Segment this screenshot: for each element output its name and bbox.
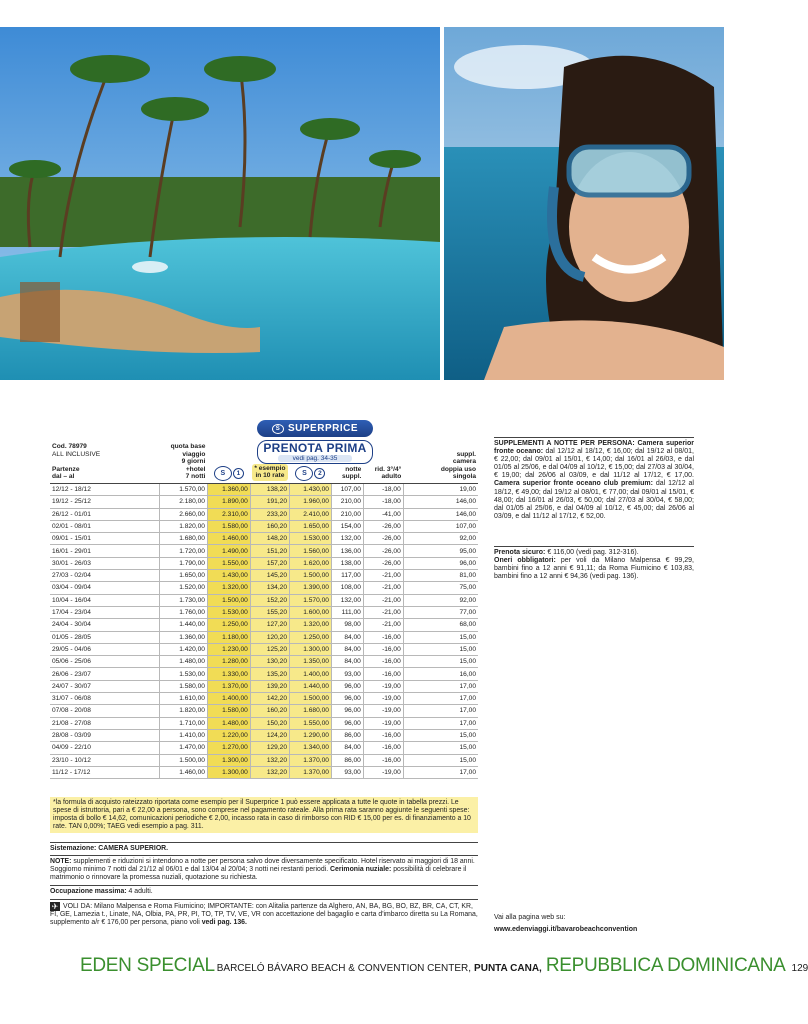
board-type: ALL INCLUSIVE [52,450,101,458]
table-cell: -16,00 [363,668,403,680]
table-cell: 1.650,00 [290,520,332,532]
table-cell: 1.180,00 [207,631,250,643]
table-cell: 81,00 [403,570,478,582]
table-cell: 26/06 - 23/07 [50,668,160,680]
table-cell: 1.530,00 [207,606,250,618]
table-cell: 1.440,00 [160,619,208,631]
table-cell: 1.370,00 [290,754,332,766]
table-cell: 125,20 [250,643,289,655]
oneri-text: per voli da Milano Malpensa € 99,29, bambini fino a 12 anni € 91,11; da Roma Fiumicino € 103,83, bambini fino a 12 anni € 94,36 (vedi pag. 136). [494,557,694,581]
occupancy-block [50,885,478,896]
table-cell: -41,00 [363,508,403,520]
table-row [50,582,478,594]
table-cell: 02/01 - 08/01 [50,520,160,532]
header-departures [50,443,160,483]
sistemazione-value: CAMERA SUPERIOR. [98,845,169,852]
table-cell: 1.480,00 [160,656,208,668]
notes-text: supplementi e riduzioni si intendono a notte per persona salvo dove diversamente specificato. Hotel riservato ai maggiori di 18 anni. Soggiorno minimo 7 notti dal 21/12 al 06/01 e dal 13/04 al 20/04; 3 notti nei restanti periodi. [50,858,475,873]
table-cell: 24/07 - 30/07 [50,680,160,692]
notes-label: NOTE: [50,858,72,865]
table-cell: 145,20 [250,570,289,582]
table-cell: 27/03 - 02/04 [50,570,160,582]
table-cell: -16,00 [363,631,403,643]
footer-country: REPUBBLICA DOMINICANA [545,955,786,976]
table-cell: 11/12 - 17/12 [50,766,160,778]
table-cell: 26/12 - 01/01 [50,508,160,520]
table-cell: 1.500,00 [160,754,208,766]
table-cell: -26,00 [363,520,403,532]
table-row [50,680,478,692]
prenota-prima-subtitle: vedi pag. 34-35 [278,455,352,462]
price-table-body [50,483,478,778]
table-cell: 1.400,00 [290,668,332,680]
table-row [50,594,478,606]
table-cell: 1.430,00 [290,483,332,495]
table-cell: 1.530,00 [160,668,208,680]
table-cell: 1.420,00 [160,643,208,655]
oneri-label: Oneri obbligatori: [494,557,556,565]
header-superprice-2 [290,443,332,483]
price-table-header [50,443,478,483]
table-cell: 1.250,00 [290,631,332,643]
table-cell: 1.280,00 [207,656,250,668]
table-cell: 108,00 [331,582,363,594]
prenota-sicuro-label: Prenota sicuro: [494,549,546,556]
sistemazione-block [50,842,478,853]
table-cell: 1.290,00 [290,729,332,741]
table-cell: 1.820,00 [160,705,208,717]
flights-page-ref: vedi pag. 136. [201,919,247,926]
snorkel-woman-photo [444,27,724,380]
table-cell: 160,20 [250,705,289,717]
giorni-label: 9 giorni [181,458,206,466]
table-cell: 138,20 [250,483,289,495]
table-cell: 1.370,00 [290,766,332,778]
table-cell: 160,20 [250,520,289,532]
table-cell: 1.960,00 [290,496,332,508]
table-cell: 1.890,00 [207,496,250,508]
table-cell: 1.430,00 [207,570,250,582]
table-cell: 92,00 [403,594,478,606]
table-cell: 1.300,00 [207,766,250,778]
table-cell: -26,00 [363,557,403,569]
table-cell: 1.230,00 [207,643,250,655]
price-table [50,443,478,779]
table-cell: 1.320,00 [290,619,332,631]
header-night-supplement [331,443,363,483]
suppl-single-label-2: camera [452,458,476,466]
table-cell: 92,00 [403,533,478,545]
footer-city: PUNTA CANA, [474,963,542,974]
table-cell: 2.410,00 [290,508,332,520]
table-cell: 1.820,00 [160,520,208,532]
table-cell: 1.340,00 [290,742,332,754]
table-cell: 1.300,00 [290,643,332,655]
table-cell: 17,00 [403,717,478,729]
table-cell: -21,00 [363,619,403,631]
table-cell: 29/05 - 04/06 [50,643,160,655]
table-cell: 142,20 [250,693,289,705]
table-row [50,668,478,680]
adulto-label: adulto [381,473,402,481]
page-number: 129 [791,963,808,974]
table-cell: 21/08 - 27/08 [50,717,160,729]
table-cell: 01/05 - 28/05 [50,631,160,643]
table-row [50,717,478,729]
table-cell: 1.530,00 [290,533,332,545]
footer-brand: EDEN SPECIAL [80,955,215,976]
table-cell: 150,20 [250,717,289,729]
table-cell: -19,00 [363,717,403,729]
table-cell: 127,20 [250,619,289,631]
table-row [50,693,478,705]
table-cell: 132,20 [250,754,289,766]
table-cell: 98,00 [331,619,363,631]
table-cell: 233,20 [250,508,289,520]
table-cell: 1.610,00 [160,693,208,705]
table-cell: 03/04 - 09/04 [50,582,160,594]
table-cell: 17,00 [403,680,478,692]
table-cell: 1.500,00 [290,570,332,582]
notti-label: 7 notti [185,473,206,481]
table-cell: 157,20 [250,557,289,569]
table-cell: 86,00 [331,754,363,766]
superprice-2-number: 2 [314,468,325,479]
table-cell: -18,00 [363,496,403,508]
table-cell: 124,20 [250,729,289,741]
table-cell: 17,00 [403,693,478,705]
table-cell: 120,20 [250,631,289,643]
table-row [50,643,478,655]
table-cell: 1.320,00 [207,582,250,594]
table-cell: -26,00 [363,545,403,557]
quota-base-label: quota base [170,443,206,450]
installment-note: *la formula di acquisto rateizzato riportata come esempio per il Superprice 1 può essere applicata a tutte le quote in tabella prezzi. Le spese di istruttoria, pari a € 22,00 a persona, sono comprese nel pagamento rateale. Alla prima rata saranno aggiunte le seguenti spese: imposta di bollo € 14,62, comunicazioni periodiche € 2,00, incasso rata in caso di rimborso con RID € 15,00 per es. di finanziamento a 10 rate. TAN 0,00%; TAEG vedi esempio a pag. 311. [50,797,478,833]
table-row [50,705,478,717]
table-cell: 1.460,00 [207,533,250,545]
table-cell: 09/01 - 15/01 [50,533,160,545]
table-cell: 19/12 - 25/12 [50,496,160,508]
table-cell: 93,00 [331,766,363,778]
header-superprice-1 [207,443,250,483]
table-cell: 68,00 [403,619,478,631]
table-cell: 1.580,00 [207,705,250,717]
table-cell: 75,00 [403,582,478,594]
departures-label: Partenze [52,465,80,473]
table-cell: 16/01 - 29/01 [50,545,160,557]
table-cell: 1.680,00 [290,705,332,717]
superprice-icon: S [295,466,313,481]
web-link-block [494,912,694,936]
table-cell: -21,00 [363,594,403,606]
occupancy-label: Occupazione massima: [50,888,127,895]
table-cell: -19,00 [363,705,403,717]
table-row [50,754,478,766]
table-cell: 2.180,00 [160,496,208,508]
table-cell: -21,00 [363,606,403,618]
table-cell: 30/01 - 26/03 [50,557,160,569]
table-cell: 191,20 [250,496,289,508]
table-cell: -21,00 [363,582,403,594]
table-row [50,766,478,778]
table-cell: 210,00 [331,508,363,520]
table-cell: 1.580,00 [160,680,208,692]
table-cell: 152,20 [250,594,289,606]
table-row [50,729,478,741]
prenota-prima-title: PRENOTA PRIMA [263,441,367,455]
plane-icon: ✈ [51,902,59,911]
web-url[interactable]: www.edenviaggi.it/bavarobeachconvention [494,926,638,933]
rid-label: rid. 3°/4° [374,465,402,473]
table-cell: 15,00 [403,754,478,766]
table-cell: 154,00 [331,520,363,532]
table-cell: 16,00 [403,668,478,680]
table-cell: 2.310,00 [207,508,250,520]
table-cell: 05/06 - 25/06 [50,656,160,668]
notes-block [50,855,478,882]
table-cell: 138,00 [331,557,363,569]
table-row [50,483,478,495]
prenota-sicuro-text: € 116,00 (vedi pag. 312-316). [547,549,639,556]
table-cell: -19,00 [363,680,403,692]
table-cell: 132,00 [331,533,363,545]
suppl-label: suppl. [341,473,362,481]
table-cell: 1.500,00 [290,693,332,705]
header-base-price [160,443,208,483]
table-cell: 10/04 - 16/04 [50,594,160,606]
suppl-single-label-4: singola [452,473,476,481]
table-cell: 17,00 [403,705,478,717]
table-cell: 1.250,00 [207,619,250,631]
table-cell: 1.760,00 [160,606,208,618]
date-range-label: dal – al [52,473,75,481]
table-cell: 134,20 [250,582,289,594]
table-cell: 146,00 [403,508,478,520]
table-cell: 136,00 [331,545,363,557]
superprice-logo-icon: S [272,424,284,434]
table-cell: 151,20 [250,545,289,557]
table-cell: 1.710,00 [160,717,208,729]
table-row [50,508,478,520]
table-cell: 93,00 [331,668,363,680]
table-cell: 1.790,00 [160,557,208,569]
table-row [50,496,478,508]
table-cell: 1.360,00 [160,631,208,643]
flights-text: VOLI DA: Milano Malpensa e Roma Fiumicino; IMPORTANTE: con Alitalia partenze da Alghero, AN, BA, BG, BO, BZ, BR, CA, CT, KR, FI, GE, Lamezia t., Linate, NA, Olbia, PA, PR, PI, TO, TP, TV, VE, VR con accettazione del bagaglio e carta d'imbarco diretta su La Romana, supplemento a/r € 176,00 per persona, piano voli [50,903,478,926]
table-cell: 1.410,00 [160,729,208,741]
table-cell: 1.720,00 [160,545,208,557]
table-cell: 135,20 [250,668,289,680]
table-row [50,619,478,631]
table-row [50,631,478,643]
web-label: Vai alla pagina web su: [494,914,566,921]
superprice-label: SUPERPRICE [287,423,358,434]
table-cell: 1.440,00 [290,680,332,692]
superprice-1-number: 1 [233,468,244,479]
table-cell: -16,00 [363,643,403,655]
table-cell: 1.600,00 [290,606,332,618]
table-cell: 210,00 [331,496,363,508]
table-cell: 15,00 [403,656,478,668]
table-cell: 15,00 [403,729,478,741]
suppl-single-label-3: doppia uso [440,465,476,473]
superprice-icon: S [214,466,232,481]
table-cell: 15,00 [403,643,478,655]
table-cell: 1.680,00 [160,533,208,545]
table-cell: 17/04 - 23/04 [50,606,160,618]
table-cell: 1.300,00 [207,754,250,766]
occupancy-value: 4 adulti. [128,888,153,895]
table-cell: 96,00 [331,680,363,692]
table-cell: 19,00 [403,483,478,495]
table-cell: 95,00 [403,545,478,557]
table-cell: -21,00 [363,570,403,582]
table-cell: 129,20 [250,742,289,754]
table-cell: -16,00 [363,656,403,668]
superprice-badge [257,420,373,437]
table-cell: 1.550,00 [207,557,250,569]
table-cell: 1.490,00 [207,545,250,557]
table-cell: 130,20 [250,656,289,668]
table-cell: 1.500,00 [207,594,250,606]
table-cell: 132,20 [250,766,289,778]
table-cell: 111,00 [331,606,363,618]
table-cell: 12/12 - 18/12 [50,483,160,495]
table-cell: 132,00 [331,594,363,606]
table-cell: 23/10 - 10/12 [50,754,160,766]
table-cell: 24/04 - 30/04 [50,619,160,631]
table-row [50,533,478,545]
table-cell: 1.560,00 [290,545,332,557]
supplements-title: SUPPLEMENTI A NOTTE PER PERSONA: [494,440,635,447]
table-cell: 1.460,00 [160,766,208,778]
table-cell: 1.730,00 [160,594,208,606]
header-installments [250,443,289,483]
cerimonia-label: Cerimonia nuziale: [330,866,392,873]
insurance-block [494,546,694,581]
table-cell: 1.570,00 [290,594,332,606]
rate-label: in 10 rate [255,472,285,480]
resort-pool-photo [0,27,440,380]
table-cell: 1.270,00 [207,742,250,754]
superior-ocean-label: Camera superior fronte oceano: [494,440,694,456]
table-cell: 1.400,00 [207,693,250,705]
suppl-single-label-1: suppl. [456,450,476,458]
table-cell: 28/08 - 03/09 [50,729,160,741]
footer-hotel: BARCELÓ BÁVARO BEACH & CONVENTION CENTER, [216,963,472,974]
table-cell: 155,20 [250,606,289,618]
header-reduction [363,443,403,483]
table-cell: 77,00 [403,606,478,618]
table-cell: 1.390,00 [290,582,332,594]
table-cell: 148,20 [250,533,289,545]
table-cell: 07/08 - 20/08 [50,705,160,717]
header-single-supplement [403,443,478,483]
table-cell: 146,00 [403,496,478,508]
table-row [50,545,478,557]
table-cell: 15,00 [403,631,478,643]
cerimonia-text: possibilità di celebrare il matrimonio o rinnovare la promessa nuziali, quotazione su richiesta. [50,866,467,881]
esempio-label: * esempio [254,464,286,472]
table-cell: 1.650,00 [160,570,208,582]
supplements-block [494,437,694,521]
table-cell: 1.330,00 [207,668,250,680]
table-cell: 17,00 [403,766,478,778]
table-cell: 1.350,00 [290,656,332,668]
page-footer [80,955,808,981]
table-cell: 84,00 [331,742,363,754]
sistemazione-label: Sistemazione: [50,845,97,852]
table-cell: 107,00 [403,520,478,532]
table-cell: 1.520,00 [160,582,208,594]
table-cell: -16,00 [363,729,403,741]
table-cell: 1.550,00 [290,717,332,729]
table-cell: 84,00 [331,631,363,643]
table-cell: 1.480,00 [207,717,250,729]
viaggio-label: viaggio [182,450,206,458]
table-cell: 1.570,00 [160,483,208,495]
table-cell: -16,00 [363,754,403,766]
notte-label: notte [345,465,362,473]
table-cell: -16,00 [363,742,403,754]
flights-block [50,899,478,927]
table-row [50,520,478,532]
table-cell: 04/09 - 22/10 [50,742,160,754]
table-cell: 1.470,00 [160,742,208,754]
table-row [50,606,478,618]
table-row [50,656,478,668]
table-cell: 84,00 [331,656,363,668]
table-cell: 139,20 [250,680,289,692]
table-cell: 1.220,00 [207,729,250,741]
table-row [50,570,478,582]
table-cell: -18,00 [363,483,403,495]
table-cell: 96,00 [331,705,363,717]
table-cell: 86,00 [331,729,363,741]
table-row [50,557,478,569]
table-cell: 15,00 [403,742,478,754]
table-cell: 96,00 [403,557,478,569]
table-cell: -19,00 [363,693,403,705]
superior-ocean-text: dal 12/12 al 18/12, € 16,00; dal 19/12 al 08/01, € 22,00; dal 09/01 al 15/01, € 14,00; dal 16/01 al 26/03, e dal 01/05 al 25/06, e dal 04/09 al 10/12, € 15,00; dal 27/03 al 30/04, € 19,00; dal 26/06 al 03/09, e dal 11/12 al 17/12, € 17,00. [494,448,694,480]
table-cell: 1.620,00 [290,557,332,569]
table-cell: 1.360,00 [207,483,250,495]
club-premium-text: dal 12/12 al 18/12, € 49,00; dal 19/12 al 08/01, € 77,00; dal 09/01 al 15/01, € 48,00; dal 16/01 al 26/03, € 50,00; dal 27/03 al 30/04, € 58,00; dal 01/05 al 25/06, e dal 04/09 al 10/12, € 45,00; dal 26/06 al 03/09, e dal 11/12 al 17/12, € 52,00. [494,480,694,520]
table-cell: 31/07 - 06/08 [50,693,160,705]
table-cell: 2.660,00 [160,508,208,520]
table-cell: 96,00 [331,693,363,705]
table-cell: -26,00 [363,533,403,545]
table-row [50,742,478,754]
club-premium-label: Camera superior fronte oceano club premium: [494,480,653,488]
table-cell: 1.370,00 [207,680,250,692]
table-cell: 84,00 [331,643,363,655]
table-cell: 117,00 [331,570,363,582]
hotel-label: +hotel [185,465,206,473]
product-code: Cod. 78979 [52,443,87,450]
table-cell: 1.580,00 [207,520,250,532]
table-cell: -19,00 [363,766,403,778]
table-cell: 107,00 [331,483,363,495]
table-cell: 96,00 [331,717,363,729]
